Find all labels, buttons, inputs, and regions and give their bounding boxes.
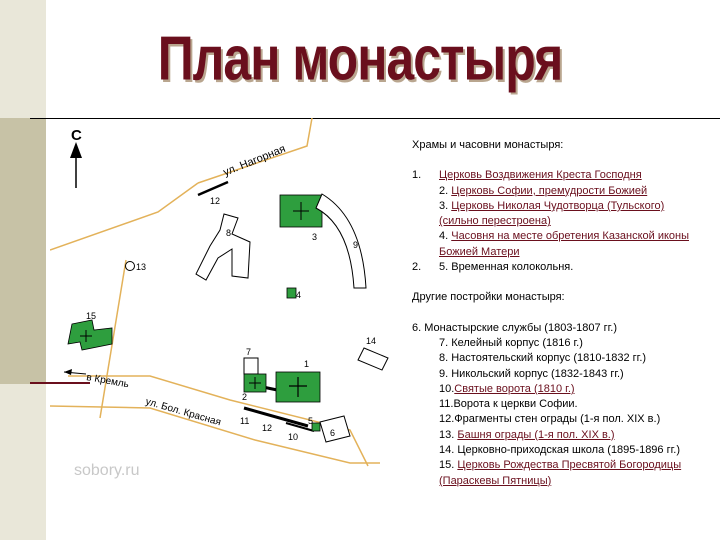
list-number: 10. — [439, 382, 455, 395]
legend-panel — [412, 138, 702, 489]
chapel-4 — [287, 288, 296, 298]
north-label: С — [71, 127, 82, 144]
legend-text: 8. Настоятельский корпус (1810-1832 гг.) — [439, 352, 647, 365]
legend-item-4 — [412, 229, 702, 260]
belltower-5 — [312, 423, 320, 431]
map-label: 13 — [136, 262, 147, 272]
church-15 — [68, 320, 112, 350]
map-label: 10 — [288, 432, 299, 442]
legend-item-15 — [412, 458, 702, 489]
list-number: 13. — [439, 428, 458, 441]
building-14 — [358, 348, 388, 370]
legend-text: 7. Келейный корпус (1816 г.) — [439, 336, 583, 349]
map-label: 11 — [240, 416, 250, 426]
map-label: 12 — [262, 423, 273, 433]
list-number: 4. — [439, 230, 452, 243]
link-church-cross[interactable]: Церковь Воздвижения Креста Господня — [439, 169, 642, 182]
link-fence-tower[interactable]: Башня ограды (1-я пол. XIX в.) — [457, 428, 615, 441]
list-number: 15. — [439, 459, 458, 472]
map-label: 2 — [242, 392, 248, 402]
legend-item-5 — [412, 260, 702, 275]
tower-13 — [126, 262, 135, 271]
legend-item-10 — [412, 382, 702, 397]
map-label: 7 — [246, 347, 252, 357]
street-label-kremlin: в Кремль — [85, 372, 130, 391]
north-arrow-icon — [70, 142, 82, 188]
building-9 — [316, 194, 366, 288]
street-label-bol-krasnaya: ул. Бол. Красная — [144, 396, 223, 429]
map-label: 3 — [312, 232, 318, 242]
legend-text: 6. Монастырские службы (1803-1807 гг.) — [412, 321, 618, 334]
link-holy-gates[interactable]: Святые ворота (1810 г.) — [454, 382, 575, 395]
left-sidebar-accent — [0, 118, 46, 384]
map-label: 14 — [366, 336, 377, 346]
legend-text: 5. Временная колокольня. — [439, 261, 574, 274]
legend-text: 12.Фрагменты стен ограды (1-я пол. XIX в.) — [439, 413, 661, 426]
page-title: План монастыря — [157, 23, 563, 94]
legend-item-13 — [412, 428, 702, 443]
map-label: 15 — [86, 311, 97, 321]
map-label: 6 — [330, 428, 336, 438]
list-number: 3. — [439, 199, 452, 212]
legend-item-3 — [412, 199, 702, 230]
link-church-nativity[interactable]: Церковь Рождества Пресвятой Богородицы (Параскевы Пятницы) — [439, 459, 682, 487]
watermark: sobory.ru — [74, 462, 140, 479]
list-number: 2. — [439, 184, 452, 197]
legend-text: 11.Ворота к церкви Софии. — [439, 398, 578, 411]
building-7 — [244, 358, 258, 374]
street-line — [198, 118, 312, 183]
monastery-plan-map — [50, 118, 410, 498]
map-label: 8 — [226, 228, 232, 238]
map-label: 1 — [304, 359, 310, 369]
legend-text: 9. Никольский корпус (1832-1843 гг.) — [439, 367, 624, 380]
arrow-to-kremlin-icon — [64, 369, 86, 375]
legend-item-2 — [412, 184, 702, 199]
fence-fragment — [198, 182, 228, 195]
street-label-nagornaya: ул. Нагорная — [221, 142, 288, 179]
legend-item-1 — [412, 168, 702, 183]
list-number: 2. — [412, 261, 422, 274]
link-church-sophia[interactable]: Церковь Софии, премудрости Божией — [451, 184, 648, 197]
other-heading: Другие постройки монастыря: — [412, 291, 565, 304]
map-label: 12 — [210, 196, 221, 206]
building-8 — [196, 214, 250, 280]
legend-text: 14. Церковно-приходская школа (1895-1896 гг.) — [439, 444, 681, 457]
map-label: 5 — [308, 416, 314, 426]
map-label: 4 — [296, 290, 302, 300]
link-chapel-kazan[interactable]: Часовня на месте обретения Казанской иконы Божией Матери — [439, 230, 689, 258]
churches-heading: Храмы и часовни монастыря: — [412, 139, 564, 151]
link-church-nicholas[interactable]: Церковь Николая Чудотворца (Тульского) (сильно перестроена) — [439, 199, 665, 228]
list-number: 1. — [412, 169, 422, 182]
map-label: 9 — [353, 240, 359, 250]
street-line — [50, 183, 198, 250]
